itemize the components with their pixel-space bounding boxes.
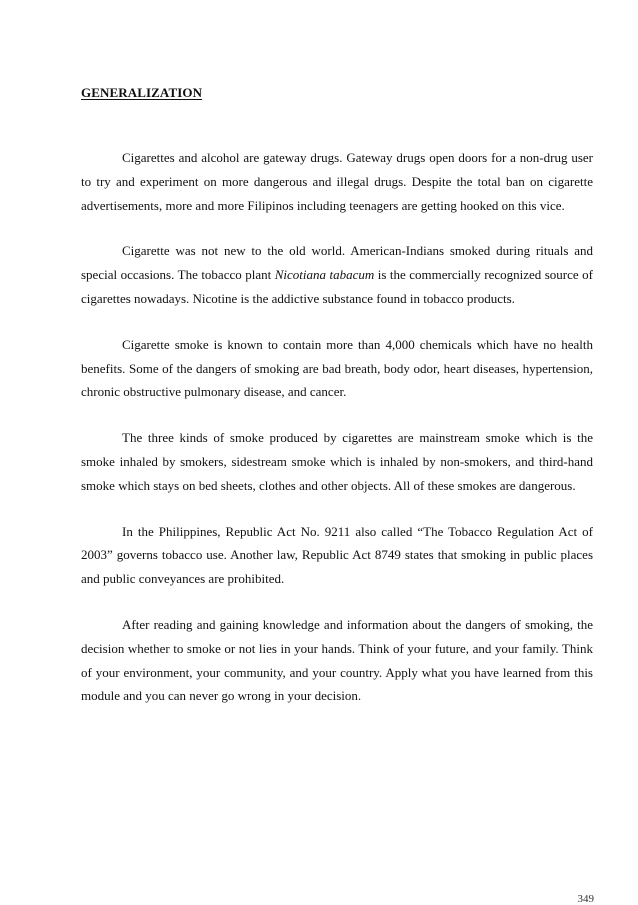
paragraph-history-part1: Cigarette was not new to the old world. American-Indians smoked during rituals and special occasions. The tobacco plant [81,243,593,283]
section-heading: GENERALIZATION [81,85,203,100]
paragraph-chemicals: Cigarette smoke is known to contain more than 4,000 chemicals which have no health benefits. Some of the dangers of smoking are bad breath, body odor, heart diseases, hypertension, chronic obstructive pulmonary disease, and cancer. [81,336,593,400]
paragraph-laws: In the Philippines, Republic Act No. 9211 also called “The Tobacco Regulation Act of 2003” governs tobacco use. Another law, Republic Act 8749 states that smoking in public places and public conveyances are prohibited. [81,523,593,587]
species-name: Nicotiana tabacum [274,267,375,283]
paragraph-gateway-drugs: Cigarettes and alcohol are gateway drugs. Gateway drugs open doors for a non-drug user to try and experiment on more dangerous and illegal drugs. Despite the total ban on cigarette advertisements, more and more Filipinos including teenagers are getting hooked on this vice. [81,150,593,213]
paragraph-smoke-kinds: The three kinds of smoke produced by cigarettes are mainstream smoke which is the smoke inhaled by smokers, sidestream smoke which is inhaled by non-smokers, and third-hand smoke which stays on bed sheets, clothes and other objects. All of these smokes are dangerous. [81,430,593,493]
page-number: 349 [577,893,594,905]
paragraph-history-part2: is the commercially recognized source of cigarettes nowadays. Nicotine is the addictive substance found in tobacco products. [81,267,593,306]
paragraph-history [81,239,593,310]
body-text [81,146,593,730]
paragraph-conclusion: After reading and gaining knowledge and information about the dangers of smoking, the decision whether to smoke or not lies in your hands. Think of your future, and your family. Think of your environment, your community, and your country. Apply what you have learned from this module and you can never go wrong in your decision. [81,616,593,704]
